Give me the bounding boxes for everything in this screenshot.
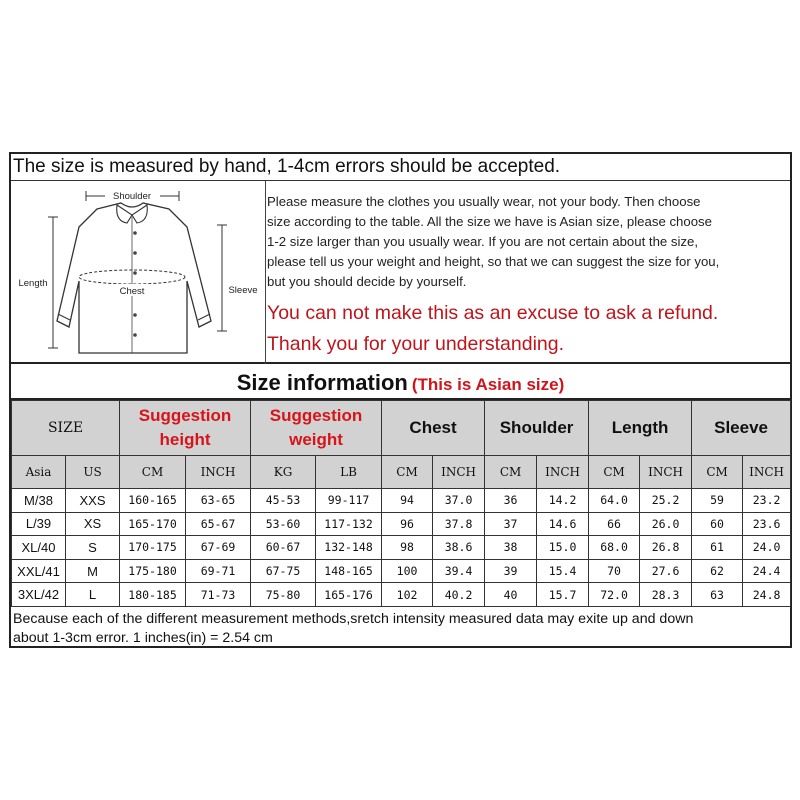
cell-us-size: L: [66, 583, 120, 607]
cell: 37: [485, 512, 537, 536]
cell: 67-69: [186, 536, 251, 560]
cell: 99-117: [316, 489, 382, 513]
cell: 63: [692, 583, 743, 607]
table-row: [12, 512, 791, 536]
cell: 100: [382, 559, 433, 583]
button-2: [133, 251, 137, 255]
cell: 102: [382, 583, 433, 607]
cell: 72.0: [589, 583, 640, 607]
cell: 24.8: [743, 583, 791, 607]
cell: 59: [692, 489, 743, 513]
advice-panel: [267, 181, 789, 364]
cell: 62: [692, 559, 743, 583]
table-row: [12, 559, 791, 583]
table-unit-row: [12, 456, 791, 489]
cell: 70: [589, 559, 640, 583]
cell: 45-53: [251, 489, 316, 513]
cell: 27.6: [640, 559, 692, 583]
cell: 98: [382, 536, 433, 560]
unit-header: Asia: [12, 456, 66, 489]
cell: 170-175: [120, 536, 186, 560]
size-table: [11, 400, 791, 607]
cell: 63-65: [186, 489, 251, 513]
cell: 71-73: [186, 583, 251, 607]
header-suggestion-height: Suggestion height: [120, 401, 251, 456]
size-chart-sheet: [9, 152, 792, 648]
table-row: [12, 489, 791, 513]
unit-header: INCH: [640, 456, 692, 489]
cell: 24.4: [743, 559, 791, 583]
header-chest: Chest: [382, 401, 485, 456]
cell: 39.4: [433, 559, 485, 583]
shirt-diagram: [11, 181, 266, 364]
cell: 165-170: [120, 512, 186, 536]
cell: 23.2: [743, 489, 791, 513]
measurement-notice: The size is measured by hand, 1-4cm errors should be accepted.: [11, 154, 790, 181]
cell: 53-60: [251, 512, 316, 536]
table-row: [12, 583, 791, 607]
header-length: Length: [589, 401, 692, 456]
cell-asia-size: 3XL/42: [12, 583, 66, 607]
table-row: [12, 536, 791, 560]
cell: 23.6: [743, 512, 791, 536]
unit-header: CM: [382, 456, 433, 489]
cell: 38: [485, 536, 537, 560]
cell: 40.2: [433, 583, 485, 607]
cell: 61: [692, 536, 743, 560]
advice-line: please tell us your weight and height, so that we can suggest the size for you,: [267, 254, 720, 269]
cell: 37.0: [433, 489, 485, 513]
header-size: SIZE: [12, 401, 120, 456]
cell: 15.7: [537, 583, 589, 607]
cell: 67-75: [251, 559, 316, 583]
cell: 65-67: [186, 512, 251, 536]
button-3: [133, 271, 137, 275]
cell-us-size: S: [66, 536, 120, 560]
unit-header: INCH: [743, 456, 791, 489]
chest-label: Chest: [119, 286, 145, 297]
advice-line: 1-2 size larger than you usually wear. If you are not certain about the size,: [267, 234, 699, 249]
cell: 15.4: [537, 559, 589, 583]
cell-asia-size: M/38: [12, 489, 66, 513]
header-suggestion-weight: Suggestion weight: [251, 401, 382, 456]
cell: 28.3: [640, 583, 692, 607]
cell: 26.0: [640, 512, 692, 536]
unit-header: CM: [589, 456, 640, 489]
table-title-sub: (This is Asian size): [411, 375, 565, 394]
cell: 60-67: [251, 536, 316, 560]
button-5: [133, 313, 137, 317]
cell: 96: [382, 512, 433, 536]
shirt-diagram-svg: [11, 181, 266, 364]
cell: 68.0: [589, 536, 640, 560]
cell: 175-180: [120, 559, 186, 583]
cell: 39: [485, 559, 537, 583]
cell: 94: [382, 489, 433, 513]
cell: 160-165: [120, 489, 186, 513]
table-title: [11, 366, 790, 400]
cell: 75-80: [251, 583, 316, 607]
cell: 60: [692, 512, 743, 536]
header-sleeve: Sleeve: [692, 401, 791, 456]
cell: 14.6: [537, 512, 589, 536]
cell: 26.8: [640, 536, 692, 560]
unit-header: CM: [120, 456, 186, 489]
unit-header: LB: [316, 456, 382, 489]
cell: 148-165: [316, 559, 382, 583]
cell: 36: [485, 489, 537, 513]
cell: 64.0: [589, 489, 640, 513]
length-label: Length: [18, 278, 48, 289]
refund-warning: You can not make this as an excuse to ask a refund.: [267, 302, 719, 324]
unit-header: INCH: [433, 456, 485, 489]
cell: 40: [485, 583, 537, 607]
cell-us-size: M: [66, 559, 120, 583]
sleeve-label: Sleeve: [228, 285, 258, 296]
cell: 66: [589, 512, 640, 536]
table-title-main: Size information: [236, 370, 408, 395]
table-header-row: [12, 401, 791, 456]
cell-asia-size: XL/40: [12, 536, 66, 560]
cell-asia-size: XXL/41: [12, 559, 66, 583]
cell: 37.8: [433, 512, 485, 536]
cell: 69-71: [186, 559, 251, 583]
footnote-line: Because each of the different measurement methods,sretch intensity measured data may exite up and down: [13, 611, 694, 627]
cell: 38.6: [433, 536, 485, 560]
cell: 180-185: [120, 583, 186, 607]
cell: 14.2: [537, 489, 589, 513]
advice-text: [267, 192, 789, 292]
cell: 25.2: [640, 489, 692, 513]
unit-header: CM: [485, 456, 537, 489]
button-1: [133, 231, 137, 235]
footnote-line: about 1-3cm error. 1 inches(in) = 2.54 cm: [13, 630, 273, 646]
unit-header: KG: [251, 456, 316, 489]
advice-line: Please measure the clothes you usually wear, not your body. Then choose: [267, 194, 701, 209]
thanks-note: Thank you for your understanding.: [267, 333, 565, 355]
header-shoulder: Shoulder: [485, 401, 589, 456]
shoulder-label: Shoulder: [112, 191, 152, 202]
unit-header: US: [66, 456, 120, 489]
unit-header: INCH: [186, 456, 251, 489]
cell-us-size: XXS: [66, 489, 120, 513]
advice-line: size according to the table. All the size we have is Asian size, please choose: [267, 214, 712, 229]
unit-header: INCH: [537, 456, 589, 489]
intro-section: [11, 181, 790, 364]
unit-header: CM: [692, 456, 743, 489]
cell: 117-132: [316, 512, 382, 536]
cell: 24.0: [743, 536, 791, 560]
advice-line: but you should decide by yourself.: [267, 274, 467, 289]
button-6: [133, 333, 137, 337]
cell: 165-176: [316, 583, 382, 607]
cell-asia-size: L/39: [12, 512, 66, 536]
cell: 15.0: [537, 536, 589, 560]
cell-us-size: XS: [66, 512, 120, 536]
measurement-footnote: [13, 610, 789, 648]
cell: 132-148: [316, 536, 382, 560]
